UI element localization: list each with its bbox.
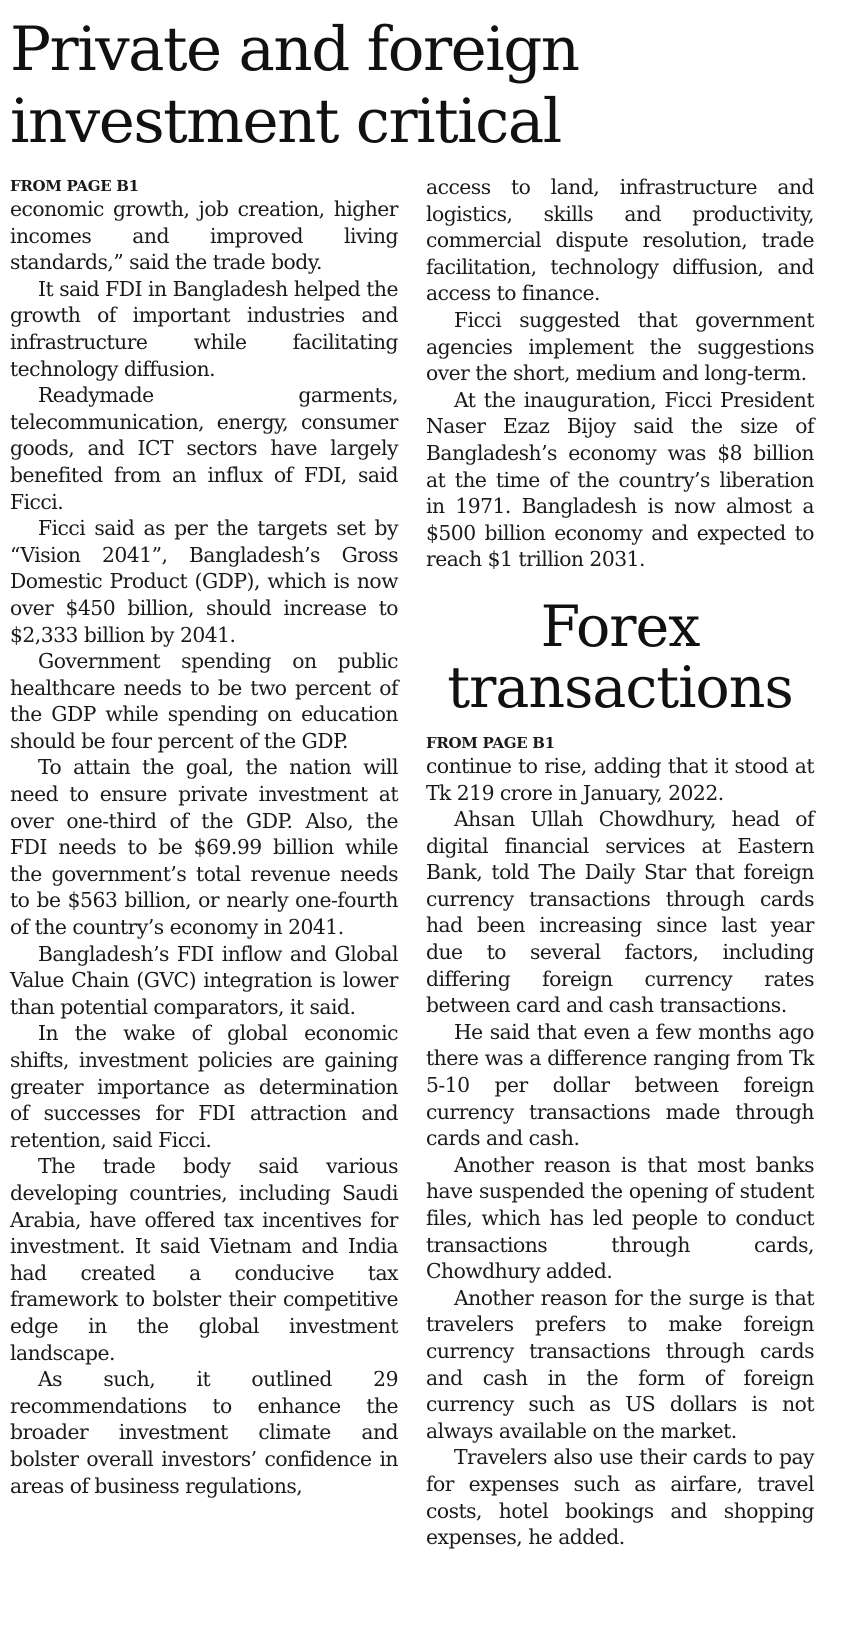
body-paragraph: In the wake of global economic shifts, investment policies are gaining greater importance as determination of successes for FDI attraction and retention, said Ficci.: [10, 1021, 398, 1152]
forex-paragraph: He said that even a few months ago there was a difference ranging from Tk 5-10 per dollar between foreign currency transactions made through cards and cash.: [426, 1019, 814, 1151]
body-paragraph: At the inauguration, Ficci President Naser Ezaz Bijoy said the size of Bangladesh’s economy was $8 billion at the time of the country’s liberation in 1971. Bangladesh is now almost a $500 billion economy and expected to reach $1 trillion 2031.: [426, 387, 814, 572]
headline-line-1: Private and foreign: [10, 14, 579, 85]
forex-headline: [426, 593, 814, 721]
body-paragraph: Government spending on public healthcare needs to be two percent of the GDP while spending on education should be four percent of the GDP.: [10, 649, 398, 753]
forex-headline-line-1: Forex: [540, 593, 700, 660]
article-dateline: FROM PAGE B1: [10, 177, 139, 195]
article-headline: [10, 14, 830, 158]
body-paragraph: Ficci said as per the targets set by “Vision 2041”, Bangladesh’s Gross Domestic Product (GDP), which is now over $450 billion, should increase to $2,333 billion by 2041.: [10, 516, 398, 647]
body-paragraph: The trade body said various developing countries, including Saudi Arabia, have offered tax incentives for investment. It said Vietnam and India had created a conducive tax framework to bolster their competitive edge in the global investment landscape.: [10, 1154, 398, 1365]
body-paragraph: Ficci suggested that government agencies implement the suggestions over the short, medium and long-term.: [426, 307, 814, 386]
forex-paragraph: Another reason is that most banks have suspended the opening of student files, which has led people to conduct transactions through cards, Chowdhury added.: [426, 1152, 814, 1284]
body-paragraph: access to land, infrastructure and logistics, skills and productivity, commercial dispute resolution, trade facilitation, technology diffusion, and access to finance.: [426, 175, 814, 306]
headline-line-2: investment critical: [10, 86, 561, 157]
body-paragraph: economic growth, job creation, higher incomes and improved living standards,” said the trade body.: [10, 197, 398, 275]
forex-dateline: FROM PAGE B1: [426, 733, 555, 752]
body-paragraph: Readymade garments, telecommunication, energy, consumer goods, and ICT sectors have largely benefited from an influx of FDI, said Ficci.: [10, 383, 398, 514]
right-column: [426, 174, 814, 1551]
forex-paragraph: Travelers also use their cards to pay for expenses such as airfare, travel costs, hotel bookings and shopping expenses, he added.: [426, 1445, 814, 1550]
body-paragraph: Bangladesh’s FDI inflow and Global Value Chain (GVC) integration is lower than potential comparators, it said.: [10, 941, 398, 1019]
forex-paragraph: Another reason for the surge is that travelers prefers to make foreign currency transactions through cards and cash in the form of foreign currency such as US dollars is not always available on the market.: [426, 1285, 814, 1443]
body-paragraph: As such, it outlined 29 recommendations to enhance the broader investment climate and bolster overall investors’ confidence in areas of business regulations,: [10, 1367, 398, 1498]
forex-paragraph: Ahsan Ullah Chowdhury, head of digital financial services at Eastern Bank, told The Daily Star that foreign currency transactions through cards had been increasing since last year due to several factors, including differing foreign currency rates between card and cash transactions.: [426, 807, 814, 1018]
forex-headline-line-2: transactions: [447, 654, 793, 721]
body-paragraph: To attain the goal, the nation will need to ensure private investment at over one-third of the GDP. Also, the FDI needs to be $69.99 billion while the government’s total revenue needs to be $563 billion, or nearly one-fourth of the country’s economy in 2041.: [10, 755, 398, 940]
left-column: [10, 174, 398, 1499]
forex-paragraph: continue to rise, adding that it stood at Tk 219 crore in January, 2022.: [426, 753, 814, 805]
body-paragraph: It said FDI in Bangladesh helped the growth of important industries and infrastructure while facilitating technology diffusion.: [10, 276, 398, 381]
